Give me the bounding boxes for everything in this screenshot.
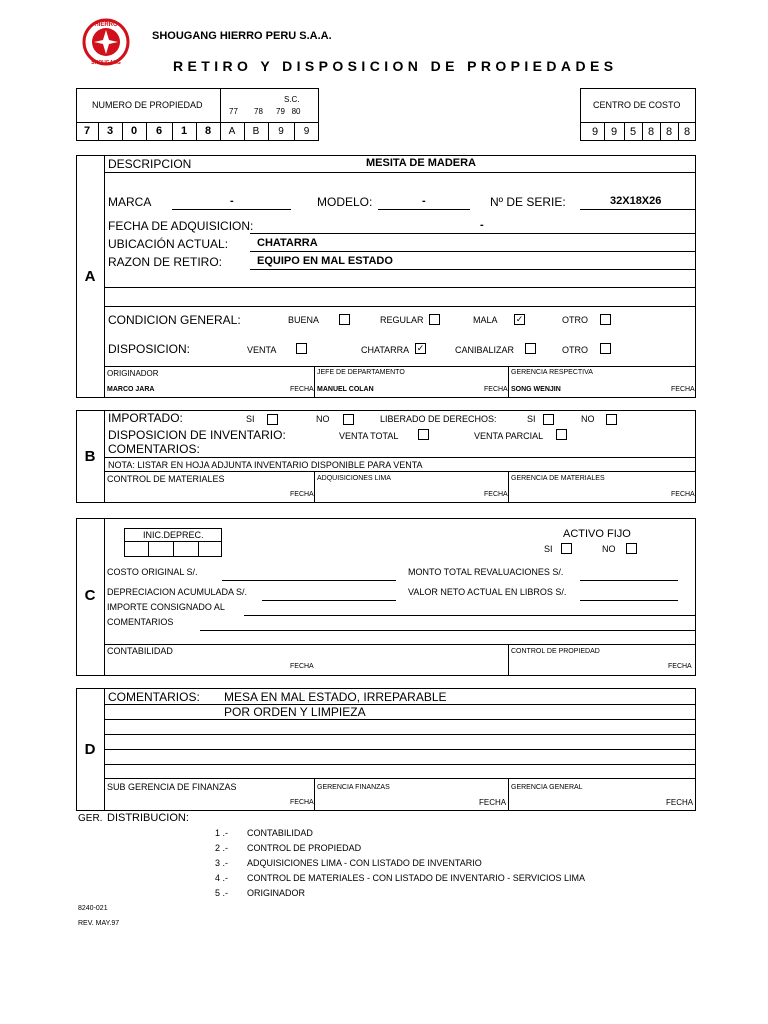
condicion-mala-label: MALA [473,315,498,325]
form-title: RETIRO Y DISPOSICION DE PROPIEDADES [173,58,618,74]
jefe-fecha: FECHA [484,386,508,393]
disposicion-canibalizar-checkbox[interactable] [525,343,536,354]
condicion-mala-checkbox[interactable]: ✓ [515,314,524,324]
jefe-name: MANUEL COLAN [317,386,374,393]
modelo-value: - [422,195,426,207]
property-number-label: NUMERO DE PROPIEDAD [92,100,203,110]
company-logo [82,18,130,66]
dist-num: 4 .- [215,873,229,883]
descripcion-label: DESCRIPCION [108,157,192,171]
disposicion-venta-checkbox[interactable] [296,343,307,354]
dist-num: 5 .- [215,888,229,898]
disposicion-venta-label: VENTA [247,345,277,355]
gerencia-finanzas-label: GERENCIA FINANZAS [317,784,390,791]
gerencia-materiales-label: GERENCIA DE MATERIALES [511,475,605,482]
venta-parcial-checkbox[interactable] [556,429,567,440]
adquisiciones-label: ADQUISICIONES LIMA [317,475,391,482]
condicion-otro-label: OTRO [562,315,588,325]
inic-deprec-label: INIC.DEPREC. [143,530,204,540]
venta-parcial-label: VENTA PARCIAL [474,431,544,441]
sc-label: S.C. [284,95,300,104]
condicion-otro-checkbox[interactable] [600,314,611,325]
section-c-letter: C [84,587,96,604]
control-materiales-fecha: FECHA [290,491,314,498]
property-digit: 1 [180,125,188,137]
section-d-letter: D [84,741,96,758]
section-a-letter: A [84,268,96,285]
comentarios-c-label: COMENTARIOS [107,617,174,627]
razon-label: RAZON DE RETIRO: [108,255,223,269]
liberado-no-label: NO [581,414,595,424]
activo-si-label: SI [544,544,553,554]
comentarios-b-label: COMENTARIOS: [108,442,200,456]
marca-label: MARCA [108,195,152,209]
dist-item: ORIGINADOR [247,888,306,898]
cost-digit: 9 [591,126,599,138]
disposicion-inventario-label: DISPOSICION DE INVENTARIO: [108,428,286,442]
originador-label: ORIGINADOR [107,369,159,378]
dist-num: 3 .- [215,858,229,868]
control-materiales-label: CONTROL DE MATERIALES [107,474,225,484]
sub-gerencia-finanzas-label: SUB GERENCIA DE FINANZAS [107,782,237,792]
liberado-si-label: SI [527,414,536,424]
property-digit: 0 [130,125,138,137]
sc-cols: 79 80 [276,107,301,116]
revision: REV. MAY.97 [78,920,120,927]
property-code: B [252,126,260,137]
dist-item: CONTABILIDAD [247,828,313,838]
activo-si-checkbox[interactable] [561,543,572,554]
cost-digit: 9 [610,126,618,138]
cost-digit: 8 [665,126,673,138]
comment-line-2: POR ORDEN Y LIMPIEZA [224,705,366,719]
gerencia-fecha: FECHA [671,386,695,393]
property-digit: 7 [83,125,91,137]
cost-digit: 8 [647,126,655,138]
disposicion-chatarra-label: CHATARRA [361,345,410,355]
activo-no-checkbox[interactable] [626,543,637,554]
condicion-buena-checkbox[interactable] [339,314,350,325]
gerencia-label: GERENCIA RESPECTIVA [511,369,593,376]
importado-si-label: SI [246,414,255,424]
col-78: 78 [254,107,263,116]
form-code: 8240-021 [78,905,108,912]
descripcion-value: MESITA DE MADERA [366,157,476,169]
jefe-label: JEFE DE DEPARTAMENTO [317,369,405,376]
depreciacion-label: DEPRECIACION ACUMULADA S/. [107,587,248,597]
logo-bottom-text: SHOUGANG [91,60,121,66]
logo-top-text: HIERRO [94,22,118,28]
disposicion-canibalizar-label: CANIBALIZAR [455,345,515,355]
marca-value: - [230,195,234,207]
dist-num: 2 .- [215,843,229,853]
property-code: 9 [278,126,284,137]
disposicion-label: DISPOSICION: [108,342,191,356]
control-propiedad-label: CONTROL DE PROPIEDAD [511,648,600,655]
importado-label: IMPORTADO: [108,411,183,425]
activo-no-label: NO [602,544,616,554]
section-a [76,155,696,398]
cost-center-label: CENTRO DE COSTO [593,100,681,110]
valor-neto-label: VALOR NETO ACTUAL EN LIBROS S/. [408,587,567,597]
property-digit: 8 [204,125,212,137]
gerencia-general-label: GERENCIA GENERAL [511,784,583,791]
activo-fijo-label: ACTIVO FIJO [563,528,631,540]
gerencia-finanzas-fecha: FECHA [479,798,507,807]
disposicion-otro-label: OTRO [562,345,588,355]
gerencia-general-fecha: FECHA [666,798,694,807]
property-digit: 6 [155,125,163,137]
contabilidad-label: CONTABILIDAD [107,646,173,656]
distribucion-label: DISTRIBUCION: [107,812,189,824]
contabilidad-fecha: FECHA [290,663,314,670]
disposicion-chatarra-checkbox[interactable]: ✓ [416,343,425,353]
modelo-label: MODELO: [317,195,373,209]
cost-digit: 8 [683,126,691,138]
dist-item: CONTROL DE PROPIEDAD [247,843,362,853]
property-code: 9 [303,126,310,137]
gerencia-name: SONG WENJIN [511,386,561,393]
comentarios-d-label: COMENTARIOS: [108,690,200,704]
col-77: 77 [229,107,238,116]
liberado-si-checkbox[interactable] [543,414,554,425]
property-digit: 3 [106,125,114,137]
importado-no-checkbox[interactable] [343,414,354,425]
serie-value: 32X18X26 [610,195,662,207]
condicion-label: CONDICION GENERAL: [108,313,241,327]
property-code: A [228,126,236,137]
dist-item: ADQUISICIONES LIMA - CON LISTADO DE INVENTARIO [247,858,482,868]
serie-label: Nº DE SERIE: [490,195,566,209]
sub-gerencia-fecha: FECHA [290,799,314,806]
venta-total-checkbox[interactable] [418,429,429,440]
razon-value: EQUIPO EN MAL ESTADO [257,255,393,267]
disposicion-otro-checkbox[interactable] [600,343,611,354]
condicion-regular-label: REGULAR [380,315,424,325]
company-name: SHOUGANG HIERRO PERU S.A.A. [152,30,332,42]
gerencia-materiales-fecha: FECHA [671,491,695,498]
section-b-letter: B [84,448,96,465]
venta-total-label: VENTA TOTAL [339,431,399,441]
monto-revaluaciones-label: MONTO TOTAL REVALUACIONES S/. [408,567,564,577]
costo-original-label: COSTO ORIGINAL S/. [107,567,198,577]
comment-line-1: MESA EN MAL ESTADO, IRREPARABLE [224,690,447,704]
condicion-buena-label: BUENA [288,315,320,325]
ubicacion-label: UBICACIÓN ACTUAL: [108,237,229,251]
liberado-no-checkbox[interactable] [606,414,617,425]
importado-no-label: NO [316,414,330,424]
dist-item: CONTROL DE MATERIALES - CON LISTADO DE INVENTARIO - SERVICIOS LIMA [247,873,586,883]
importado-si-checkbox[interactable] [267,414,278,425]
originador-fecha: FECHA [290,386,314,393]
adquisiciones-fecha: FECHA [484,491,508,498]
ger-label: GER. [78,813,103,824]
nota-text: NOTA: LISTAR EN HOJA ADJUNTA INVENTARIO DISPONIBLE PARA VENTA [108,460,423,470]
originador-name: MARCO JARA [107,386,155,393]
cost-digit: 5 [629,126,637,138]
condicion-regular-checkbox[interactable] [429,314,440,325]
liberado-label: LIBERADO DE DERECHOS: [380,414,497,424]
dist-num: 1 .- [215,828,229,838]
control-propiedad-fecha: FECHA [668,663,692,670]
ubicacion-value: CHATARRA [257,237,318,249]
fecha-adquisicion-label: FECHA DE ADQUISICION: [108,219,254,233]
fecha-adquisicion-value: - [480,219,484,231]
importe-consignado-label: IMPORTE CONSIGNADO AL [107,602,225,612]
